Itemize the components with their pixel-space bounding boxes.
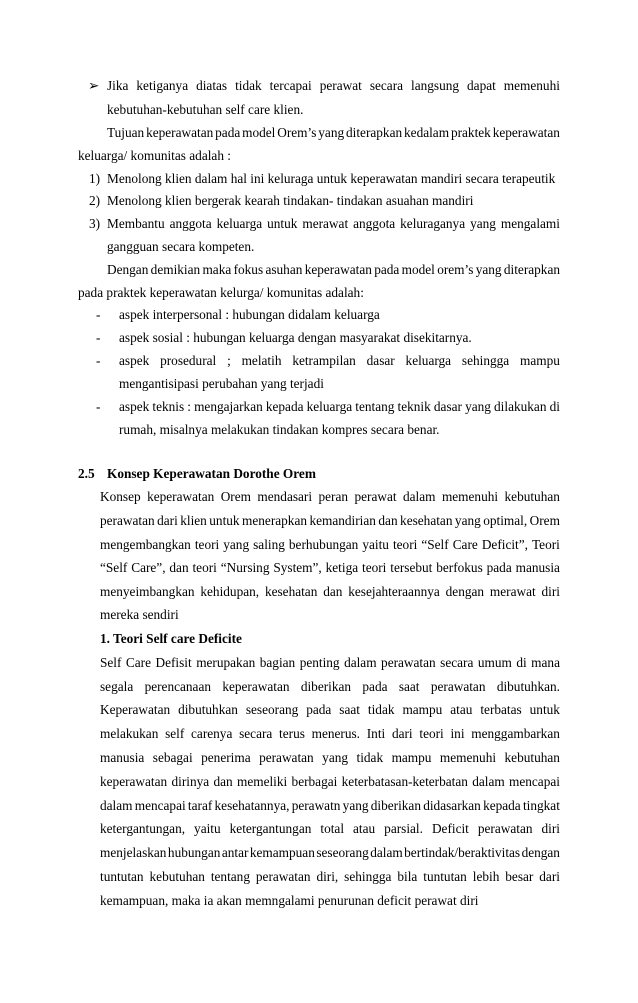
word: tersebut xyxy=(390,560,433,575)
word: keperawatan xyxy=(146,125,214,140)
goals-intro-line-2: keluarga/ komunitas adalah : xyxy=(78,148,231,163)
word: teori xyxy=(192,560,217,575)
word: kebutuhan xyxy=(149,869,205,884)
word: maka xyxy=(202,262,232,277)
word: perawat xyxy=(319,78,362,93)
word: berhubungan xyxy=(288,537,359,552)
word: “Self xyxy=(100,560,128,575)
word: Keperawatan xyxy=(100,702,171,717)
word: bagian xyxy=(259,655,296,670)
word: carenya xyxy=(191,726,233,741)
word: melakukan xyxy=(100,726,159,741)
word: perawatan xyxy=(430,679,486,694)
word: orem’s xyxy=(437,262,474,277)
word: teori xyxy=(392,537,418,552)
subsection-para-line xyxy=(100,749,560,767)
word: umum xyxy=(477,655,512,670)
word: ketrampilan xyxy=(292,353,356,368)
word: tingkat xyxy=(522,798,560,813)
section-para-line xyxy=(100,559,560,577)
word: “Self xyxy=(421,537,449,552)
subsection-para-line xyxy=(100,844,560,862)
word: yaitu xyxy=(362,537,389,552)
goal-number: 1) xyxy=(89,171,101,186)
word: mengalami xyxy=(500,216,560,231)
word: terbatas xyxy=(480,702,522,717)
word: tentang xyxy=(210,869,250,884)
word: keluarga xyxy=(405,353,452,368)
subsection-para-line xyxy=(100,820,560,838)
goal-item: Menolong klien dalam hal ini keluraga untuk keperawatan mandiri secara terapeutik xyxy=(107,171,556,186)
word: teori xyxy=(362,560,387,575)
word: teori xyxy=(419,726,444,741)
word: di xyxy=(549,399,560,414)
word: dalam xyxy=(403,489,436,504)
arrow-bullet-icon: ➢ xyxy=(88,78,100,93)
word: dengan xyxy=(445,584,485,599)
arrow-item-line-2: kebutuhan-kebutuhan self care klien. xyxy=(107,102,304,117)
word: yang xyxy=(475,262,502,277)
dash-bullet: - xyxy=(96,307,101,322)
word: secara xyxy=(369,78,404,93)
word: mampu xyxy=(520,353,560,368)
word: Orem xyxy=(529,513,560,528)
word: seseorang xyxy=(245,702,299,717)
word: segala xyxy=(100,679,134,694)
word: antar xyxy=(221,845,249,860)
word: dan xyxy=(378,513,398,528)
word: ; xyxy=(227,353,231,368)
word: memenuhi xyxy=(439,750,497,765)
word: dari xyxy=(539,869,560,884)
word: aspek xyxy=(119,353,150,368)
word: penerima xyxy=(201,750,251,765)
word: dibutuhkan. xyxy=(496,679,560,694)
word: yaitu xyxy=(194,821,221,836)
word: lebih xyxy=(472,869,500,884)
word: parsial. xyxy=(384,821,423,836)
word: mencapai xyxy=(134,798,186,813)
word: kebutuhan xyxy=(504,489,560,504)
word: perawatan xyxy=(477,821,533,836)
word: yang xyxy=(223,537,250,552)
word: menggambarkan xyxy=(471,726,560,741)
word: Membantu xyxy=(107,216,165,231)
word: teori xyxy=(194,537,220,552)
word: keterbatasan-keterbatan xyxy=(341,774,468,789)
word: kesehatan xyxy=(400,513,453,528)
word: keluarga xyxy=(216,216,263,231)
word: mendasari xyxy=(257,489,313,504)
word: diterapkan xyxy=(503,262,560,277)
word: langsung xyxy=(411,78,460,93)
dash-bullet: - xyxy=(96,330,101,345)
word: teknik xyxy=(397,399,431,414)
word: total xyxy=(320,821,345,836)
word: secara xyxy=(440,655,474,670)
goal-item xyxy=(107,215,560,233)
word: praktek xyxy=(450,125,491,140)
word: dalam xyxy=(344,655,377,670)
word: dengan xyxy=(521,845,560,860)
word: di xyxy=(516,655,527,670)
word: menerus. xyxy=(311,726,361,741)
word: saat xyxy=(398,679,420,694)
word: atau xyxy=(353,821,376,836)
word: memeliki xyxy=(237,774,288,789)
word: sebagai xyxy=(152,750,193,765)
word: diatas xyxy=(196,78,228,93)
word: diberikan xyxy=(370,798,421,813)
word: fokus xyxy=(233,262,264,277)
word: Deficit”, xyxy=(481,537,528,552)
goal-item-continuation: gangguan secara kompeten. xyxy=(107,239,255,254)
aspects-intro-line-2: pada praktek keperawatan kelurga/ komunitas adalah: xyxy=(78,285,364,300)
aspect-item: aspek sosial : hubungan keluarga dengan masyarakat disekitarnya. xyxy=(119,330,472,345)
word: pada xyxy=(362,679,388,694)
subsection-para-line xyxy=(100,797,560,815)
word: tidak xyxy=(367,702,395,717)
word: prosedural xyxy=(160,353,217,368)
word: tentang xyxy=(355,399,395,414)
word: ketiganya xyxy=(136,78,189,93)
word: perawatan xyxy=(259,750,314,765)
word: merawat xyxy=(302,216,349,231)
subsection-para-line xyxy=(100,725,560,743)
word: Inti xyxy=(366,726,386,741)
word: secara xyxy=(239,726,273,741)
word: dilakukan xyxy=(494,399,547,414)
word: kemandirian xyxy=(309,513,376,528)
aspect-item xyxy=(119,352,560,370)
section-para-line: mereka sendiri xyxy=(100,607,179,622)
word: dalam xyxy=(100,798,133,813)
word: optimal, xyxy=(483,513,528,528)
word: bertindak/beraktivitas xyxy=(404,845,521,860)
word: kesehatannya, xyxy=(214,798,290,813)
goals-intro-line-1 xyxy=(107,124,560,142)
word: Teori xyxy=(531,537,560,552)
word: besar xyxy=(505,869,534,884)
word: penting xyxy=(299,655,340,670)
word: untuk xyxy=(529,702,560,717)
dash-bullet: - xyxy=(96,353,101,368)
word: tuntutan xyxy=(423,869,467,884)
word: kehidupan, xyxy=(200,584,260,599)
word: Care xyxy=(452,537,478,552)
word: dirinya xyxy=(171,774,210,789)
word: dibutuhkan xyxy=(178,702,238,717)
section-para-line xyxy=(100,488,560,506)
word: keperawatan xyxy=(147,489,215,504)
word: mampu xyxy=(402,702,443,717)
word: tercapai xyxy=(269,78,312,93)
aspect-item: aspek interpersonal : hubungan didalam keluarga xyxy=(119,307,380,322)
subsection-heading: 1. Teori Self care Deficite xyxy=(100,631,242,646)
word: mengajarkan xyxy=(194,399,263,414)
word: yang xyxy=(470,216,496,231)
word: untuk xyxy=(267,216,298,231)
word: ketiga xyxy=(325,560,359,575)
word: peran xyxy=(318,489,349,504)
word: self xyxy=(165,726,185,741)
word: Konsep xyxy=(100,489,141,504)
word: yang xyxy=(454,513,481,528)
word: tuntutan xyxy=(100,869,144,884)
word: perawatan xyxy=(381,655,436,670)
word: keperawatan xyxy=(304,262,372,277)
word: mencapai xyxy=(509,774,560,789)
arrow-item-line-1 xyxy=(107,77,560,95)
aspect-item-continuation: rumah, misalnya melakukan tindakan kompres secara benar. xyxy=(119,422,440,437)
word: Defisit xyxy=(155,655,192,670)
word: sehingga xyxy=(344,869,392,884)
section-title: Konsep Keperawatan Dorothe Orem xyxy=(107,466,316,481)
aspects-intro-line-1 xyxy=(107,261,560,279)
word: memenuhi xyxy=(503,78,560,93)
word: dapat xyxy=(467,78,496,93)
word: asuhan xyxy=(265,262,303,277)
word: atau xyxy=(450,702,473,717)
word: melatih xyxy=(241,353,282,368)
word: aspek xyxy=(119,399,150,414)
subsection-para-line xyxy=(100,654,560,672)
word: hubungan xyxy=(167,845,221,860)
word: menerapkan xyxy=(242,513,308,528)
word: menjelaskan xyxy=(100,845,167,860)
word: “Nursing xyxy=(220,560,270,575)
subsection-para-line: kemampuan, maka ia akan memngalami penurunan deficit perawat diri xyxy=(100,893,479,908)
word: Self xyxy=(100,655,122,670)
word: yang xyxy=(465,399,491,414)
word: untuk xyxy=(209,513,240,528)
word: model xyxy=(401,262,435,277)
word: klien xyxy=(180,513,207,528)
word: kedalam xyxy=(404,125,450,140)
word: kesehatan xyxy=(264,584,318,599)
word: Orem xyxy=(220,489,251,504)
word: perawatan xyxy=(100,513,155,528)
word: dasar xyxy=(433,399,462,414)
word: manusia xyxy=(100,750,145,765)
word: merupakan xyxy=(196,655,256,670)
goal-number: 3) xyxy=(89,216,101,231)
subsection-para-line xyxy=(100,773,560,791)
section-number: 2.5 xyxy=(78,466,95,481)
word: diri xyxy=(541,584,560,599)
word: pada xyxy=(215,125,241,140)
dash-bullet: - xyxy=(96,399,101,414)
word: taraf xyxy=(187,798,213,813)
word: anggota xyxy=(353,216,396,231)
word: diberikan xyxy=(300,679,352,694)
word: dan xyxy=(169,560,189,575)
section-para-line xyxy=(100,536,560,554)
word: saling xyxy=(253,537,285,552)
word: pada xyxy=(306,702,332,717)
section-para-line xyxy=(100,583,560,601)
word: kepada xyxy=(265,399,304,414)
subsection-para-line xyxy=(100,678,560,696)
goal-item: Menolong klien bergerak kearah tindakan- tindakan asuahan mandiri xyxy=(107,193,474,208)
word: menyeimbangkan xyxy=(100,584,195,599)
word: teknis xyxy=(152,399,185,414)
word: berbagai xyxy=(291,774,338,789)
word: demikian xyxy=(150,262,201,277)
word: Jika xyxy=(107,78,129,93)
word: merawat xyxy=(489,584,536,599)
word: perawatan xyxy=(255,869,311,884)
word: Care xyxy=(125,655,152,670)
word: System”, xyxy=(273,560,322,575)
word: pada xyxy=(486,560,512,575)
word: ini xyxy=(450,726,465,741)
word: diterapkan xyxy=(346,125,403,140)
word: pada xyxy=(374,262,400,277)
word: bila xyxy=(397,869,418,884)
subsection-para-line xyxy=(100,701,560,719)
word: terus xyxy=(279,726,305,741)
word: yang xyxy=(342,798,369,813)
word: Deficit xyxy=(431,821,469,836)
word: mana xyxy=(531,655,560,670)
word: perencanaan xyxy=(144,679,211,694)
word: perawatn xyxy=(291,798,341,813)
word: model xyxy=(242,125,276,140)
word: sehingga xyxy=(461,353,510,368)
word: ketergantungan, xyxy=(100,821,186,836)
word: diri, xyxy=(316,869,339,884)
word: manusia xyxy=(515,560,560,575)
word: kepada xyxy=(483,798,521,813)
word: Care”, xyxy=(131,560,166,575)
word: seseorang xyxy=(316,845,369,860)
word: kesejahteraannya xyxy=(348,584,440,599)
word: dan xyxy=(323,584,343,599)
word: mengembangkan xyxy=(100,537,191,552)
word: yang xyxy=(318,125,345,140)
word: Orem’s xyxy=(277,125,317,140)
word: dasar xyxy=(366,353,395,368)
word: dan xyxy=(213,774,233,789)
word: Dengan xyxy=(107,262,149,277)
word: diri xyxy=(541,821,560,836)
aspect-item xyxy=(119,398,560,416)
word: anggota xyxy=(169,216,212,231)
word: didasarkan xyxy=(423,798,481,813)
word: keperawatan xyxy=(492,125,560,140)
word: berfokus xyxy=(436,560,483,575)
word: dalam xyxy=(472,774,505,789)
word: tidak xyxy=(356,750,384,765)
word: keluraganya xyxy=(400,216,466,231)
word: keperawatan xyxy=(222,679,290,694)
word: ketergantungan xyxy=(229,821,312,836)
section-para-line xyxy=(100,512,560,530)
word: perawat xyxy=(354,489,397,504)
word: Tujuan xyxy=(107,125,145,140)
goal-number: 2) xyxy=(89,193,101,208)
word: : xyxy=(187,399,191,414)
word: keluarga xyxy=(306,399,353,414)
subsection-para-line xyxy=(100,868,560,886)
word: mampu xyxy=(391,750,432,765)
word: dalam xyxy=(370,845,403,860)
word: kemampuan xyxy=(249,845,315,860)
word: dari xyxy=(391,726,413,741)
word: kebutuhan xyxy=(504,750,560,765)
aspect-item-continuation: mengantisipasi perubahan yang terjadi xyxy=(119,376,324,391)
word: keperawatan xyxy=(100,774,168,789)
word: yang xyxy=(322,750,349,765)
word: dari xyxy=(157,513,178,528)
word: saat xyxy=(339,702,360,717)
word: tidak xyxy=(235,78,262,93)
word: memenuhi xyxy=(441,489,499,504)
